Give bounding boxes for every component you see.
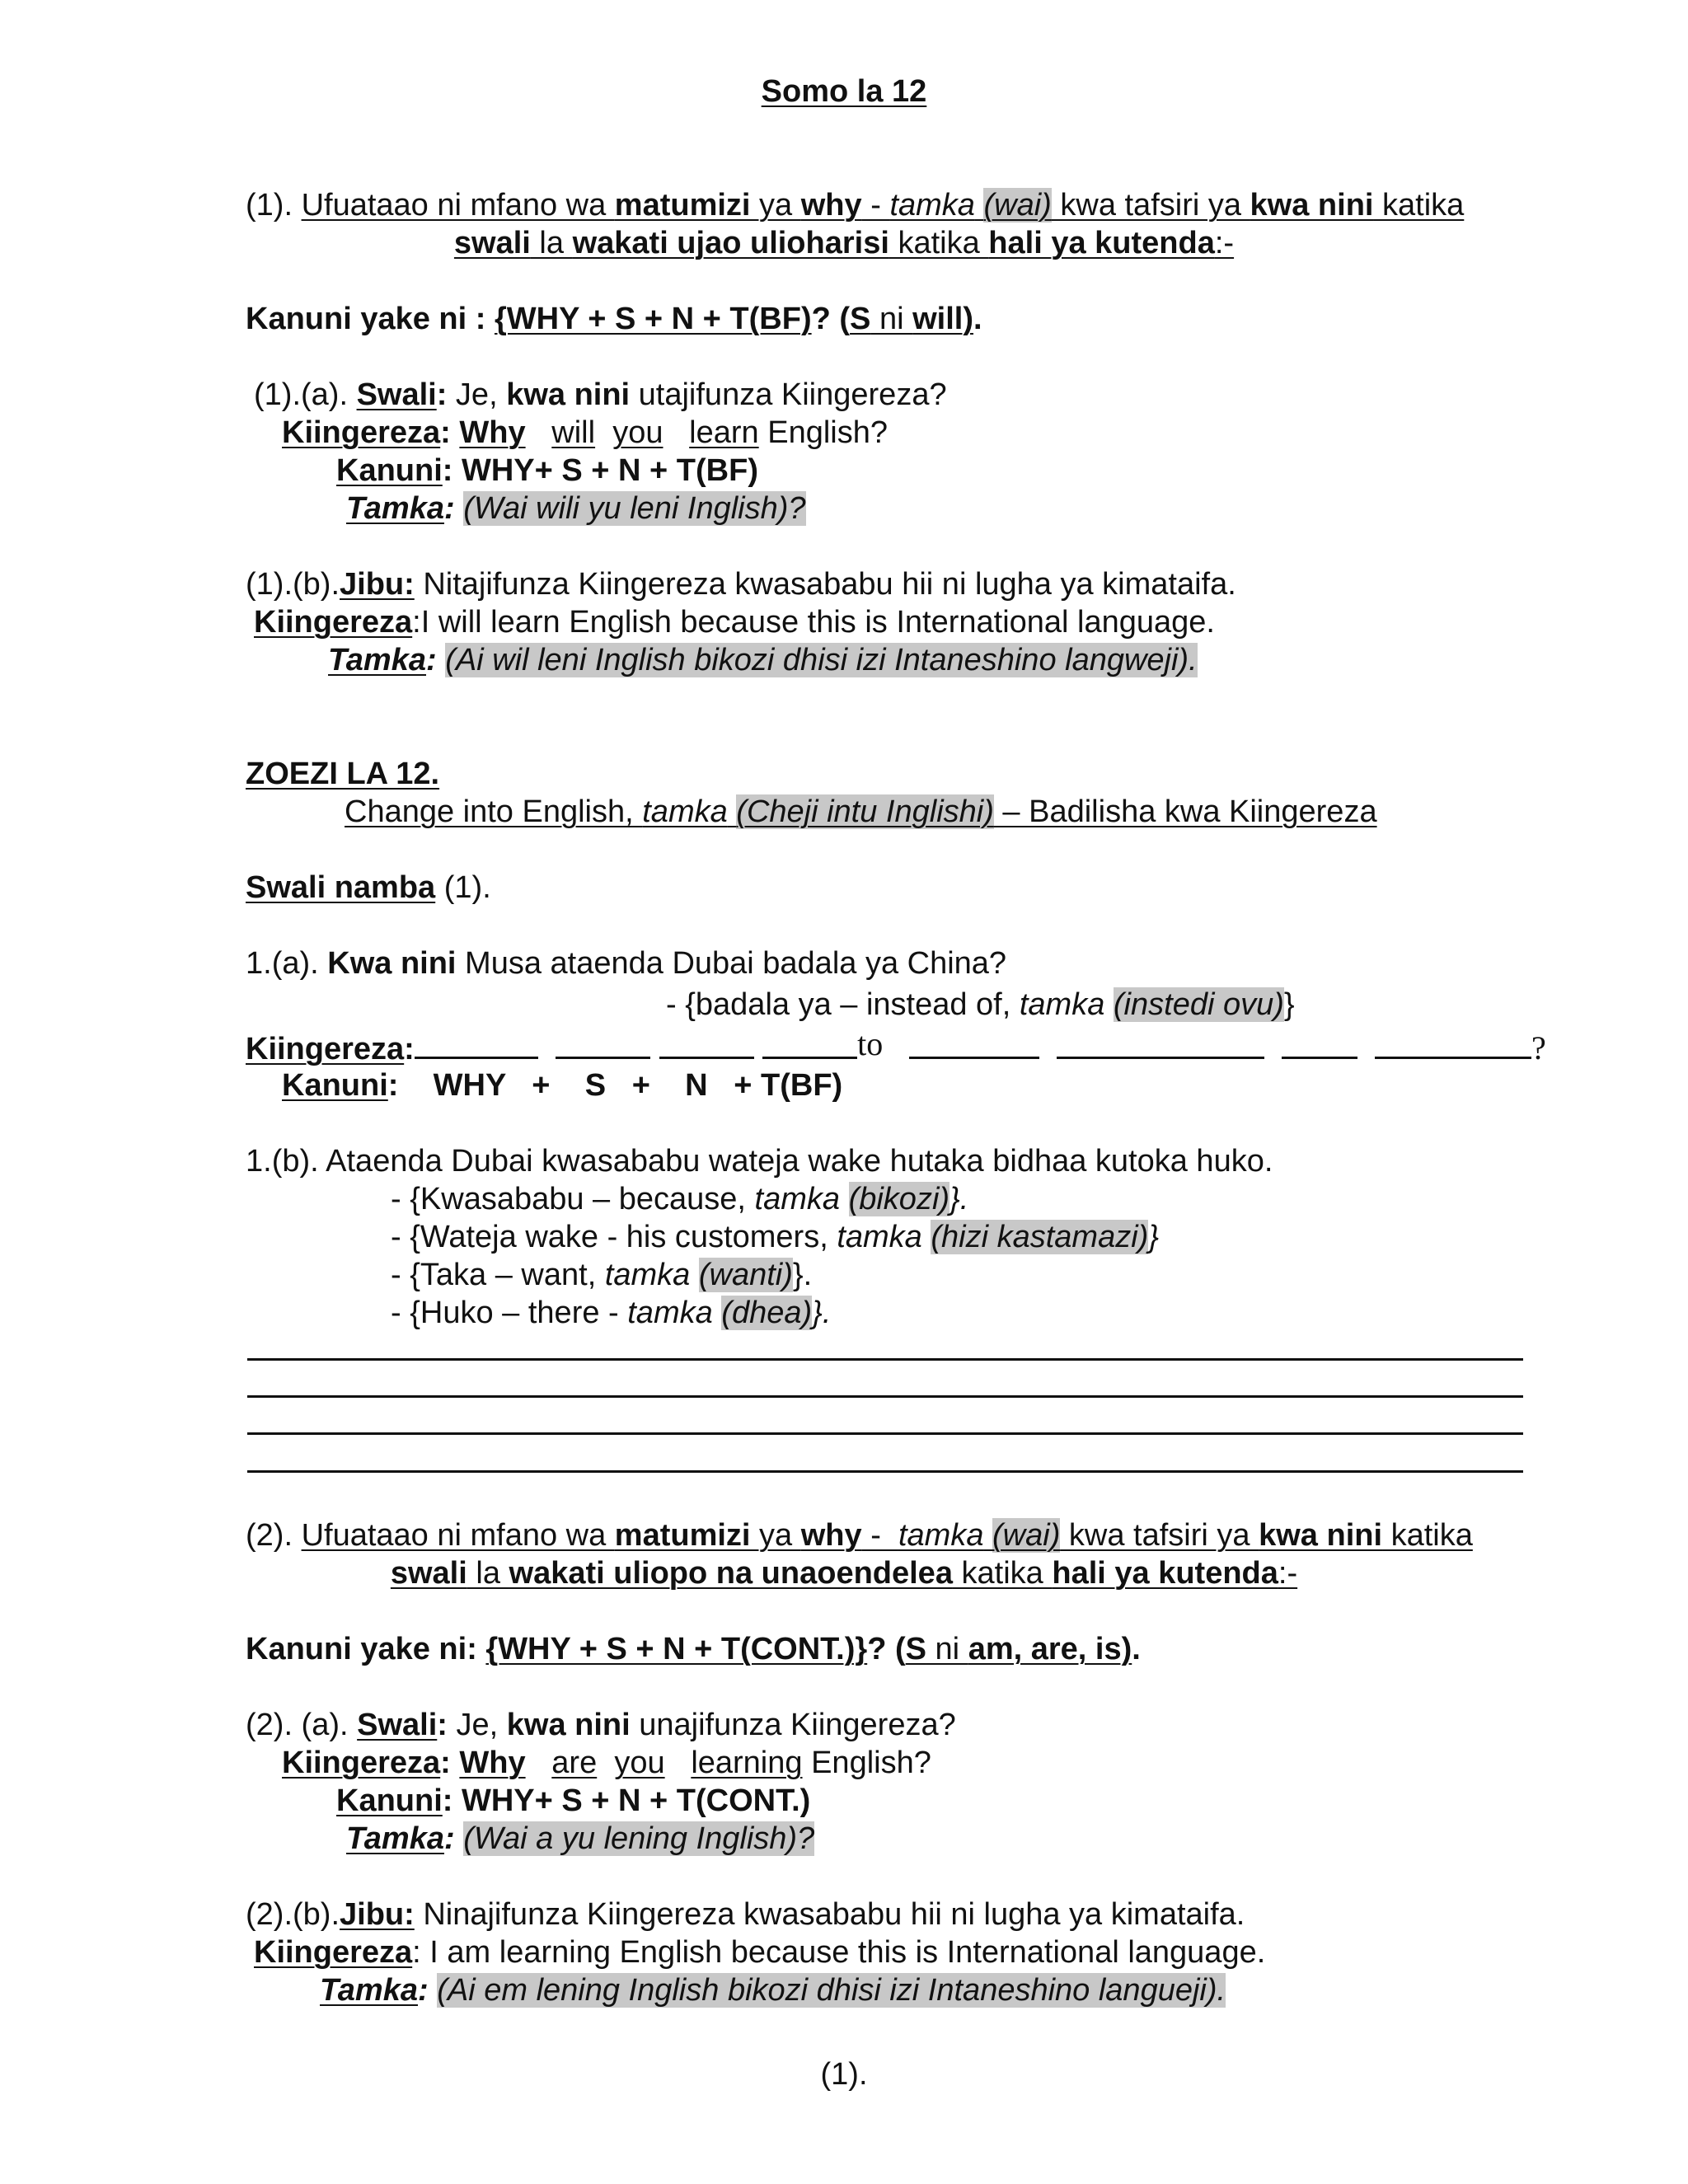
tamka-1a: Tamka: (Wai wili yu leni Inglish)? (346, 491, 806, 526)
exercise-question-1a: 1.(a). Kwa nini Musa ataenda Dubai badala ya China? (246, 946, 1007, 981)
kanuni-1a: Kanuni: WHY+ S + N + T(BF) (336, 453, 758, 488)
vocab-note: - {Taka – want, tamka (wanti)}. (391, 1258, 813, 1292)
exercise-instruction: Change into English, tamka (Cheji intu Inglishi) – Badilisha kwa Kiingereza (345, 794, 1377, 829)
english-2a: Kiingereza: Why are you learning English? (282, 1746, 931, 1780)
answer-writing-line[interactable] (247, 1470, 1523, 1473)
kanuni-2a: Kanuni: WHY+ S + N + T(CONT.) (336, 1783, 811, 1818)
section1-intro-line1: (1). Ufuataao ni mfano wa matumizi ya why - tamka (wai) kwa tafsiri ya kwa nini katika (246, 188, 1465, 223)
tamka-1b: Tamka: (Ai wil leni Inglish bikozi dhisi izi Intaneshino langweji). (328, 643, 1198, 677)
answer-blank[interactable] (1282, 1029, 1357, 1059)
answer-blank[interactable] (659, 1029, 754, 1059)
section2-intro-line1: (2). Ufuataao ni mfano wa matumizi ya why - tamka (wai) kwa tafsiri ya kwa nini katika (246, 1518, 1473, 1553)
exercise-kanuni: Kanuni: WHY + S + N + T(BF) (282, 1068, 843, 1103)
section1-intro-line2: swali la wakati ujao ulioharisi katika hali ya kutenda:- (453, 226, 1235, 260)
answer-writing-line[interactable] (247, 1358, 1523, 1361)
vocab-note: - {Wateja wake - his customers, tamka (hizi kastamazi)} (391, 1220, 1160, 1254)
exercise-answer-line: Kiingereza: to ? (246, 1025, 1546, 1066)
answer-2b: (2).(b).Jibu: Ninajifunza Kiingereza kwasababu hii ni lugha ya kimataifa. (246, 1897, 1245, 1932)
page-number: (1). (820, 2057, 868, 2092)
exercise-title: ZOEZI LA 12. (246, 757, 440, 791)
answer-blank[interactable] (1057, 1029, 1264, 1059)
question-2a: (2). (a). Swali: Je, kwa nini unajifunza Kiingereza? (246, 1708, 956, 1742)
answer-writing-line[interactable] (247, 1432, 1523, 1435)
english-1a: Kiingereza: Why will you learn English? (282, 415, 888, 450)
answer-blank[interactable] (909, 1029, 1039, 1059)
answer-blank[interactable] (415, 1029, 538, 1059)
tamka-2a: Tamka: (Wai a yu lening Inglish)? (346, 1821, 815, 1856)
vocab-note: - {Huko – there - tamka (dhea)}. (391, 1296, 832, 1330)
answer-1b: (1).(b).Jibu: Nitajifunza Kiingereza kwasababu hii ni lugha ya kimataifa. (246, 567, 1236, 602)
section2-intro-line2: swali la wakati uliopo na unaoendelea katika hali ya kutenda:- (390, 1556, 1298, 1591)
vocab-note: - {Kwasababu – because, tamka (bikozi)}. (391, 1182, 969, 1216)
section1-rule: Kanuni yake ni : {WHY + S + N + T(BF)? (S ni will). (246, 302, 982, 336)
vocab-note-badala: - {badala ya – instead of, tamka (instedi ovu)} (666, 987, 1295, 1022)
answer-blank[interactable] (1375, 1029, 1531, 1059)
exercise-question-1b: 1.(b). Ataenda Dubai kwasababu wateja wake hutaka bidhaa kutoka huko. (246, 1144, 1273, 1179)
swali-namba: Swali namba (1). (246, 870, 491, 905)
answer-writing-line[interactable] (247, 1395, 1523, 1398)
tamka-2b: Tamka: (Ai em lening Inglish bikozi dhisi izi Intaneshino langueji). (320, 1973, 1226, 2008)
section2-rule: Kanuni yake ni: {WHY + S + N + T(CONT.)}? (S ni am, are, is). (246, 1632, 1141, 1666)
question-1a: (1).(a). Swali: Je, kwa nini utajifunza Kiingereza? (254, 377, 947, 412)
answer-blank[interactable] (556, 1029, 650, 1059)
answer-blank[interactable]: to (762, 1029, 857, 1059)
english-2b: Kiingereza: I am learning English because this is International language. (254, 1935, 1266, 1970)
english-1b: Kiingereza:I will learn English because this is International language. (254, 605, 1215, 640)
page-title: Somo la 12 (761, 74, 927, 109)
